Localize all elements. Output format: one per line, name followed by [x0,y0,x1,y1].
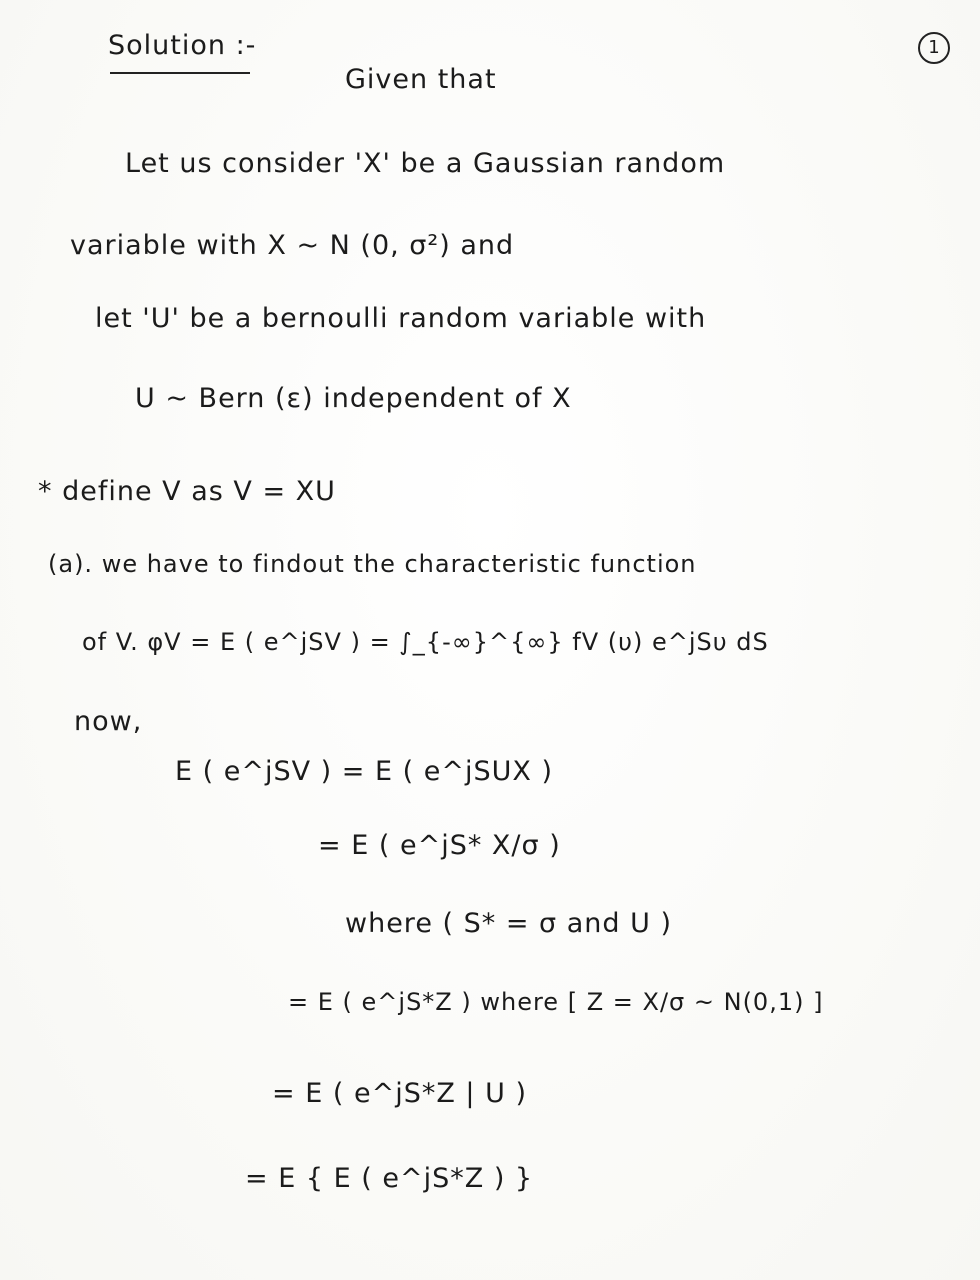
line-let-us-consider: Let us consider 'X' be a Gaussian random [125,148,726,179]
line-part-a: (a). we have to findout the characteristic function [48,550,697,578]
page-number-badge: 1 [918,32,950,64]
heading-underline [110,72,250,74]
line-define-v: * define V as V = XU [38,476,336,507]
line-u-bern: U ~ Bern (ε) independent of X [135,383,572,414]
eq-step-2: = E ( e^jS* X/σ ) [318,830,561,861]
given-that-line: Given that [345,64,497,95]
eq-where-s: where ( S* = σ and U ) [345,908,673,939]
line-variable-with: variable with X ~ N (0, σ²) and [70,230,515,261]
eq-step-4: = E ( e^jS*Z | U ) [272,1078,527,1109]
line-characteristic-def: of V. φV = E ( e^jSV ) = ∫_{-∞}^{∞} fV (υ) e^jSυ dS [82,628,769,656]
line-let-u-be: let 'U' be a bernoulli random variable with [95,303,707,334]
solution-heading: Solution :- [108,30,257,61]
eq-step-3: = E ( e^jS*Z ) where [ Z = X/σ ~ N(0,1) ] [288,988,824,1016]
eq-step-1: E ( e^jSV ) = E ( e^jSUX ) [175,756,554,787]
line-now: now, [74,706,143,737]
eq-step-5: = E { E ( e^jS*Z ) } [245,1163,534,1194]
